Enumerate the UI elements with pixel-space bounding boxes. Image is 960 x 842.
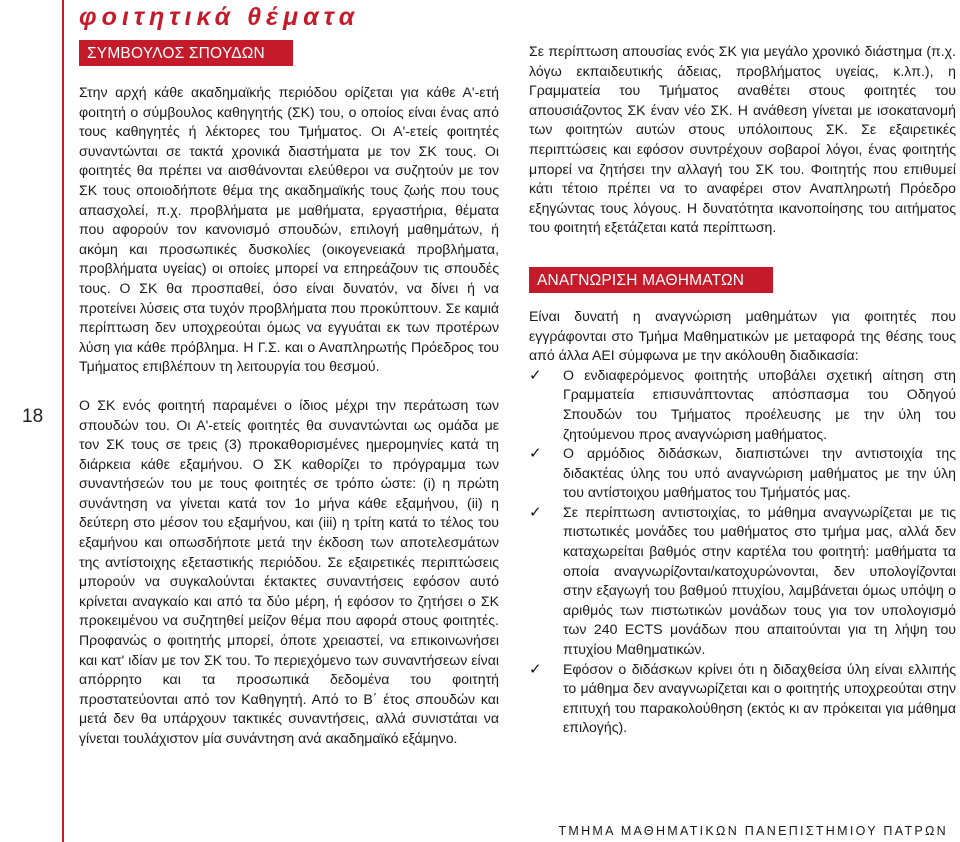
margin-rule — [62, 0, 64, 842]
procedure-list — [529, 366, 956, 738]
checkmark-icon: ✓ — [529, 445, 542, 463]
checkmark-icon: ✓ — [529, 660, 542, 678]
footer-department: ΤΜΗΜΑ ΜΑΘΗΜΑΤΙΚΩΝ ΠΑΝΕΠΙΣΤΗΜΙΟΥ ΠΑΤΡΩΝ — [558, 824, 948, 838]
left-column — [79, 40, 499, 749]
list-item-text: Ο ενδιαφερόμενος φοιτητής υποβάλει σχετική αίτηση στη Γραμματεία επισυνάπτοντας απόσπασμα του Οδηγού Σπουδών του Τμήματος προέλευσης με την ύλη του ζητούμενου προς αναγνώριση μαθήματος. — [563, 366, 956, 442]
list-item — [529, 660, 956, 738]
list-item-text: Εφόσον ο διδάσκων κρίνει ότι η διδαχθείσα ύλη είναι ελλιπής το μάθημα δεν αναγνωρίζεται και ο φοιτητής υποχρεούται στην επιτυχή του παρακολούθηση (εκτός κι αν πρόκειται για μάθημα επιλογής). — [563, 660, 956, 736]
paragraph: Στην αρχή κάθε ακαδημαϊκής περιόδου ορίζεται για κάθε Α'-ετή φοιτητή ο σύμβουλος καθηγητής (ΣΚ) του, ο οποίος είναι ένας από τους καθηγητές ή λέκτορες του Τμήματος. Οι Α'-ετείς φοιτητές συναντώνται σε τακτά χρονικά διαστήματα με τον ΣΚ τους. Οι φοιτητές θα πρέπει να αισθάνονται ελεύθεροι να συζητούν με τον ΣΚ τους οποιοδήποτε θέμα της ακαδημαϊκής τους ζωής που τους απασχολεί, π.χ. προβλήματα με μαθήματα, εργαστήρια, θέματα που αφορούν τον κανονισμό σπουδών, επιλογή μαθημάτων, ή ακόμη και προσωπικές δυσκολίες (οικογενειακά προβλήματα, προβλήματα υγείας) οι οποίες μπορεί να επηρεάζουν τις σπουδές τους. Ο ΣΚ θα προσπαθεί, όσο είναι δυνατόν, να δίνει ή να προτείνει λύσεις στα τυχόν προβλήματα που προκύπτουν. Σε καμιά περίπτωση δεν υποχρεούται όμως να εγγυάται εκ των προτέρων λύση για κάθε πρόβλημα. Η Γ.Σ. και ο Αναπληρωτής Πρόεδρος του Τμήματος επιβλέπουν τη λειτουργία του θεσμού. — [79, 84, 499, 375]
page-title: φοιτητικά θέματα — [79, 3, 360, 31]
section-heading-study-advisor: ΣΥΜΒΟΥΛΟΣ ΣΠΟΥΔΩΝ — [79, 40, 293, 66]
checkmark-icon: ✓ — [529, 366, 542, 384]
list-item — [529, 503, 956, 660]
section-heading-course-recognition: ΑΝΑΓΝΩΡΙΣΗ ΜΑΘΗΜΑΤΩΝ — [529, 267, 773, 293]
right-column — [529, 42, 956, 738]
paragraph: Είναι δυνατή η αναγνώριση μαθημάτων για φοιτητές που εγγράφονται στο Τμήμα Μαθηματικών με μεταφορά της θέσης τους από άλλα ΑΕΙ σύμφωνα με την ακόλουθη διαδικασία: — [529, 307, 956, 364]
page-number: 18 — [22, 406, 44, 427]
list-item-text: Σε περίπτωση αντιστοιχίας, το μάθημα αναγνωρίζεται με τις πιστωτικές μονάδες του μαθήματος στο τμήμα μας, αλλά δεν καταχωρείται βαθμός στην καρτέλα του φοιτητή: μαθήματα τα οποία αναγνωρίζονται/κατοχυρώνονται, δεν υπολογίζονται στην εξαγωγή του βαθμού πτυχίου, λαμβάνεται όμως υπόψη ο αριθμός των πιστωτικών μονάδων τους για τον υπολογισμό των 240 ECTS μονάδων που απαιτούνται για τη λήψη του πτυχίου Μαθηματικών. — [563, 503, 956, 658]
paragraph: Ο ΣΚ ενός φοιτητή παραμένει ο ίδιος μέχρι την περάτωση των σπουδών του. Οι Α'-ετείς φοιτητές θα συναντώνται ως ομάδα με τον ΣΚ τους σε τρεις (3) προκαθορισμένες ημερομηνίες κατά τη διάρκεια κάθε εξαμήνου. Ο ΣΚ καθορίζει το πρόγραμμα των συναντήσεών του με τους φοιτητές σε τρόπο ώστε: (i) η πρώτη συνάντηση να γίνεται κατά τον 1ο μήνα κάθε εξαμήνου, (ii) η δεύτερη στο μέσον του εξαμήνου, και (iii) η τρίτη κατά το τέλος του εξαμήνου και οπωσδήποτε μετά την έκδοση των αποτελεσμάτων της αντίστοιχης εξεταστικής περιόδου. Σε εξαιρετικές περιπτώσεις μπορούν να συγκαλούνται έκτακτες συναντήσεις εφόσον αυτό κρίνεται αναγκαίο και από τα δύο μέρη, ή εφόσον το ζητήσει ο ΣΚ προκειμένου να συζητηθεί μείζον θέμα που αφορά στους φοιτητές. Προφανώς ο φοιτητής μπορεί, όποτε χρειαστεί, να επικοινωνήσει και κατ' ιδίαν με τον ΣΚ του. Το περιεχόμενο των συναντήσεων είναι απόρρητο και τα προσωπικά δεδομένα του φοιτητή προστατεύονται από τον Καθηγητή. Από το Β΄ έτος σπουδών και μετά δεν θα υπάρχουν τακτικές συναντήσεις, αλλά συνιστάται να γίνεται τουλάχιστον μία συνάντηση ανά ακαδημαϊκό εξάμηνο. — [79, 396, 499, 746]
list-item-text: Ο αρμόδιος διδάσκων, διαπιστώνει την αντιστοιχία της διδακτέας ύλης του υπό αναγνώριση μαθήματος με την ύλη του αντίστοιχου μαθήματος του Τμήματός μας. — [563, 445, 956, 501]
paragraph: Σε περίπτωση απουσίας ενός ΣΚ για μεγάλο χρονικό διάστημα (π.χ. λόγω εκπαιδευτικής άδειας, προβλήματος υγείας, κ.λπ.), η Γραμματεία του Τμήματος αναθέτει στους φοιτητές του απουσιάζοντος ΣΚ έναν νέο ΣΚ. Η ανάθεση γίνεται με ισοκατανομή των φοιτητών αυτών στους υπόλοιπους ΣΚ. Σε εξαιρετικές περιπτώσεις και εφόσον συντρέχουν σοβαροί λόγοι, ένας φοιτητής μπορεί να ζητήσει την αλλαγή του ΣΚ του. Φοιτητής που επιθυμεί κάτι τέτοιο πρέπει να το αναφέρει στον Αναπληρωτή Πρόεδρο εξηγώντας τους λόγους. Η δυνατότητα ικανοποίησης του αιτήματος του φοιτητή εξετάζεται κατά περίπτωση. — [529, 43, 956, 236]
checkmark-icon: ✓ — [529, 503, 542, 521]
list-item — [529, 366, 956, 444]
list-item — [529, 444, 956, 503]
